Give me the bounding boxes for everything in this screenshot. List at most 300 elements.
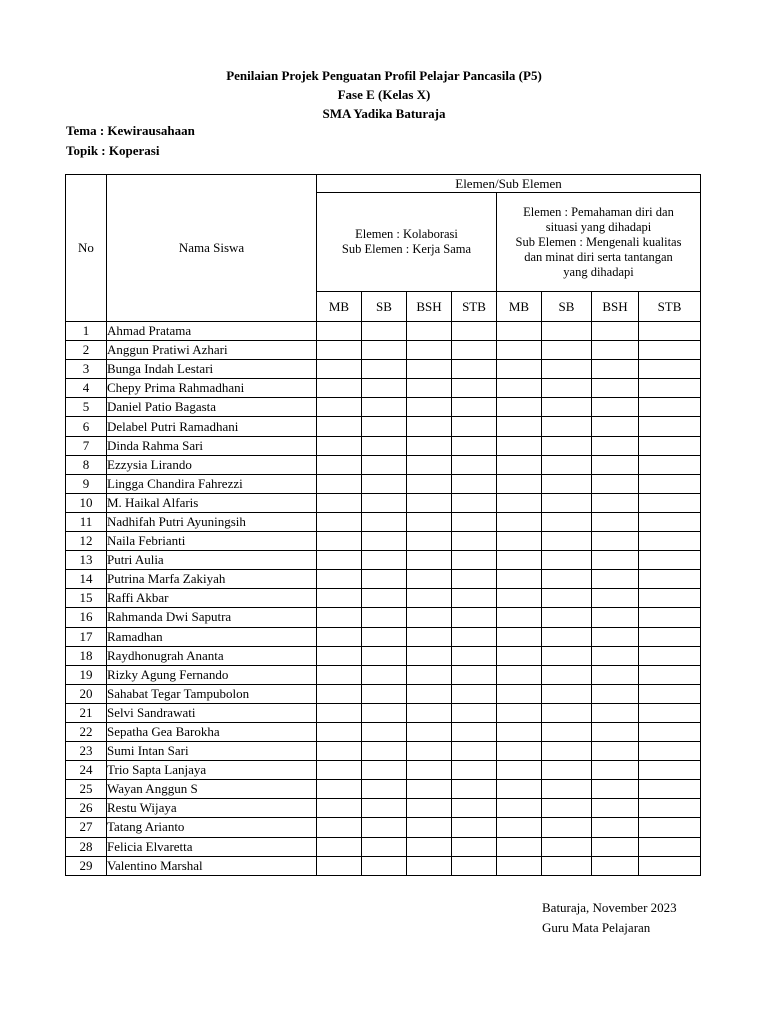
score-cell (497, 474, 542, 493)
row-number: 19 (66, 665, 107, 684)
row-number: 7 (66, 436, 107, 455)
score-cell (497, 551, 542, 570)
element-kolaborasi-header (317, 193, 497, 292)
score-cell (497, 398, 542, 417)
score-cell (542, 703, 592, 722)
score-cell (407, 512, 452, 531)
score-cell (362, 627, 407, 646)
score-cell (407, 341, 452, 360)
score-cell (542, 608, 592, 627)
table-row (66, 379, 701, 398)
row-number: 20 (66, 684, 107, 703)
score-cell (639, 703, 701, 722)
score-cell (592, 818, 639, 837)
col-name-header: Nama Siswa (107, 175, 317, 322)
row-number: 24 (66, 761, 107, 780)
level-header: STB (452, 292, 497, 322)
student-name: Chepy Prima Rahmadhani (107, 379, 317, 398)
score-cell (542, 360, 592, 379)
table-row (66, 512, 701, 531)
score-cell (362, 474, 407, 493)
score-cell (592, 837, 639, 856)
score-cell (592, 360, 639, 379)
score-cell (497, 532, 542, 551)
score-cell (497, 493, 542, 512)
score-cell (317, 341, 362, 360)
score-cell (317, 589, 362, 608)
score-cell (407, 455, 452, 474)
score-cell (317, 665, 362, 684)
score-cell (497, 742, 542, 761)
score-cell (317, 398, 362, 417)
score-cell (497, 684, 542, 703)
score-cell (639, 761, 701, 780)
student-name: Sahabat Tegar Tampubolon (107, 684, 317, 703)
score-cell (542, 799, 592, 818)
score-cell (639, 799, 701, 818)
table-row (66, 551, 701, 570)
group2-line5: yang dihadapi (563, 264, 634, 279)
score-cell (407, 379, 452, 398)
signature-role: Guru Mata Pelajaran (542, 920, 651, 935)
table-row (66, 684, 701, 703)
score-cell (639, 493, 701, 512)
score-cell (452, 646, 497, 665)
score-cell (639, 455, 701, 474)
score-cell (362, 341, 407, 360)
score-cell (542, 761, 592, 780)
score-cell (317, 799, 362, 818)
score-cell (639, 627, 701, 646)
row-number: 22 (66, 722, 107, 741)
score-cell (407, 417, 452, 436)
score-cell (407, 474, 452, 493)
score-cell (362, 665, 407, 684)
score-cell (592, 856, 639, 875)
col-no-header: No (66, 175, 107, 322)
score-cell (452, 532, 497, 551)
score-cell (542, 398, 592, 417)
table-row (66, 665, 701, 684)
score-cell (639, 398, 701, 417)
score-cell (362, 608, 407, 627)
table-row (66, 799, 701, 818)
row-number: 17 (66, 627, 107, 646)
row-number: 9 (66, 474, 107, 493)
row-number: 11 (66, 512, 107, 531)
score-cell (592, 722, 639, 741)
student-name: Felicia Elvaretta (107, 837, 317, 856)
score-cell (592, 532, 639, 551)
score-cell (317, 627, 362, 646)
score-cell (497, 837, 542, 856)
row-number: 8 (66, 455, 107, 474)
score-cell (592, 608, 639, 627)
row-number: 12 (66, 532, 107, 551)
score-cell (592, 512, 639, 531)
table-row (66, 436, 701, 455)
score-cell (639, 512, 701, 531)
score-cell (542, 322, 592, 341)
score-cell (497, 646, 542, 665)
score-cell (317, 761, 362, 780)
score-cell (542, 665, 592, 684)
score-cell (497, 360, 542, 379)
student-name: Putri Aulia (107, 551, 317, 570)
student-name: Nadhifah Putri Ayuningsih (107, 512, 317, 531)
score-cell (497, 322, 542, 341)
student-name: Valentino Marshal (107, 856, 317, 875)
row-number: 28 (66, 837, 107, 856)
score-cell (542, 455, 592, 474)
score-cell (592, 436, 639, 455)
score-cell (362, 360, 407, 379)
score-cell (497, 761, 542, 780)
score-cell (317, 493, 362, 512)
score-cell (639, 722, 701, 741)
score-cell (317, 436, 362, 455)
score-cell (317, 360, 362, 379)
score-cell (639, 436, 701, 455)
table-row (66, 742, 701, 761)
table-row (66, 398, 701, 417)
score-cell (452, 856, 497, 875)
score-cell (542, 684, 592, 703)
score-cell (639, 684, 701, 703)
score-cell (592, 341, 639, 360)
score-cell (407, 646, 452, 665)
score-cell (452, 379, 497, 398)
score-cell (407, 322, 452, 341)
score-cell (317, 379, 362, 398)
student-name: Anggun Pratiwi Azhari (107, 341, 317, 360)
row-number: 18 (66, 646, 107, 665)
score-cell (362, 532, 407, 551)
score-cell (362, 646, 407, 665)
score-cell (497, 436, 542, 455)
score-cell (497, 379, 542, 398)
level-header: SB (362, 292, 407, 322)
student-name: Rahmanda Dwi Saputra (107, 608, 317, 627)
score-cell (407, 684, 452, 703)
score-cell (452, 722, 497, 741)
score-cell (407, 818, 452, 837)
student-name: Bunga Indah Lestari (107, 360, 317, 379)
table-row (66, 818, 701, 837)
score-cell (452, 322, 497, 341)
score-cell (452, 627, 497, 646)
element-pemahaman-header (497, 193, 701, 292)
table-head (66, 175, 701, 322)
score-cell (317, 742, 362, 761)
title-line-1: Penilaian Projek Penguatan Profil Pelajar Pancasila (P5) (226, 68, 542, 83)
score-cell (497, 799, 542, 818)
score-cell (542, 341, 592, 360)
score-cell (497, 703, 542, 722)
score-cell (497, 780, 542, 799)
score-cell (592, 589, 639, 608)
score-cell (317, 703, 362, 722)
table-row (66, 703, 701, 722)
score-cell (639, 589, 701, 608)
score-cell (362, 589, 407, 608)
score-cell (542, 512, 592, 531)
student-name: Naila Febrianti (107, 532, 317, 551)
score-cell (592, 570, 639, 589)
score-cell (592, 398, 639, 417)
score-cell (317, 837, 362, 856)
score-cell (317, 646, 362, 665)
table-row (66, 627, 701, 646)
score-cell (639, 742, 701, 761)
student-name: Dinda Rahma Sari (107, 436, 317, 455)
score-cell (639, 646, 701, 665)
score-cell (362, 761, 407, 780)
score-cell (452, 684, 497, 703)
score-cell (542, 379, 592, 398)
score-cell (362, 742, 407, 761)
score-cell (639, 837, 701, 856)
score-cell (542, 493, 592, 512)
score-cell (592, 417, 639, 436)
score-cell (452, 761, 497, 780)
score-cell (317, 684, 362, 703)
score-cell (452, 818, 497, 837)
score-cell (542, 742, 592, 761)
student-name: Ramadhan (107, 627, 317, 646)
score-cell (497, 665, 542, 684)
score-cell (317, 722, 362, 741)
score-cell (639, 551, 701, 570)
score-cell (592, 780, 639, 799)
table-row (66, 474, 701, 493)
score-cell (407, 703, 452, 722)
score-cell (317, 856, 362, 875)
score-cell (542, 532, 592, 551)
level-header: BSH (592, 292, 639, 322)
score-cell (592, 627, 639, 646)
score-cell (362, 512, 407, 531)
tema-label: Tema : Kewirausahaan (66, 123, 195, 138)
row-number: 14 (66, 570, 107, 589)
score-cell (317, 417, 362, 436)
score-cell (317, 551, 362, 570)
table-row (66, 341, 701, 360)
score-cell (362, 856, 407, 875)
group2-line2: situasi yang dihadapi (545, 219, 652, 234)
score-cell (452, 360, 497, 379)
group2-line1: Elemen : Pemahaman diri dan (523, 204, 674, 219)
student-name: Putrina Marfa Zakiyah (107, 570, 317, 589)
table-row (66, 722, 701, 741)
row-number: 13 (66, 551, 107, 570)
score-cell (542, 818, 592, 837)
score-cell (452, 436, 497, 455)
table-row (66, 493, 701, 512)
row-number: 6 (66, 417, 107, 436)
student-name: Lingga Chandira Fahrezzi (107, 474, 317, 493)
row-number: 21 (66, 703, 107, 722)
score-cell (407, 742, 452, 761)
student-name: Selvi Sandrawati (107, 703, 317, 722)
group1-line2: Sub Elemen : Kerja Sama (341, 242, 472, 256)
level-header: BSH (407, 292, 452, 322)
document-meta (66, 121, 195, 161)
score-cell (592, 684, 639, 703)
score-cell (362, 322, 407, 341)
score-cell (452, 780, 497, 799)
student-name: Raffi Akbar (107, 589, 317, 608)
score-cell (362, 684, 407, 703)
score-cell (542, 722, 592, 741)
score-cell (407, 761, 452, 780)
table-row (66, 455, 701, 474)
score-cell (542, 436, 592, 455)
score-cell (639, 856, 701, 875)
row-number: 15 (66, 589, 107, 608)
score-cell (317, 512, 362, 531)
score-cell (362, 818, 407, 837)
score-cell (317, 532, 362, 551)
score-cell (452, 742, 497, 761)
score-cell (362, 379, 407, 398)
score-cell (452, 455, 497, 474)
table-row (66, 780, 701, 799)
score-cell (362, 703, 407, 722)
row-number: 4 (66, 379, 107, 398)
row-number: 25 (66, 780, 107, 799)
place-date: Baturaja, November 2023 (542, 900, 677, 915)
table-row (66, 570, 701, 589)
student-name: Delabel Putri Ramadhani (107, 417, 317, 436)
score-cell (497, 417, 542, 436)
table-row (66, 532, 701, 551)
score-cell (497, 589, 542, 608)
score-cell (317, 780, 362, 799)
score-cell (542, 417, 592, 436)
student-name: Sepatha Gea Barokha (107, 722, 317, 741)
score-cell (407, 570, 452, 589)
score-cell (452, 512, 497, 531)
score-cell (407, 493, 452, 512)
student-name: Ezzysia Lirando (107, 455, 317, 474)
group2-line4: dan minat diri serta tantangan (524, 249, 673, 264)
score-cell (592, 742, 639, 761)
assessment-table (65, 174, 701, 876)
score-cell (362, 837, 407, 856)
score-cell (362, 417, 407, 436)
student-name: Daniel Patio Bagasta (107, 398, 317, 417)
student-name: Trio Sapta Lanjaya (107, 761, 317, 780)
table-row (66, 761, 701, 780)
score-cell (362, 570, 407, 589)
score-cell (407, 398, 452, 417)
student-name: Restu Wijaya (107, 799, 317, 818)
score-cell (592, 474, 639, 493)
score-cell (542, 646, 592, 665)
score-cell (407, 722, 452, 741)
table-row (66, 608, 701, 627)
student-name: Sumi Intan Sari (107, 742, 317, 761)
score-cell (452, 417, 497, 436)
score-cell (407, 608, 452, 627)
score-cell (639, 341, 701, 360)
score-cell (592, 551, 639, 570)
score-cell (407, 837, 452, 856)
score-cell (497, 818, 542, 837)
score-cell (407, 665, 452, 684)
score-cell (639, 780, 701, 799)
score-cell (639, 322, 701, 341)
score-cell (317, 474, 362, 493)
row-number: 5 (66, 398, 107, 417)
student-name: Wayan Anggun S (107, 780, 317, 799)
score-cell (452, 341, 497, 360)
score-cell (407, 589, 452, 608)
score-cell (407, 532, 452, 551)
score-cell (317, 818, 362, 837)
document-header (0, 66, 768, 123)
score-cell (452, 608, 497, 627)
score-cell (452, 493, 497, 512)
score-cell (317, 608, 362, 627)
score-cell (452, 703, 497, 722)
row-number: 16 (66, 608, 107, 627)
score-cell (452, 837, 497, 856)
score-cell (639, 608, 701, 627)
score-cell (639, 570, 701, 589)
group2-line3: Sub Elemen : Mengenali kualitas (515, 234, 682, 249)
level-header: MB (317, 292, 362, 322)
score-cell (639, 818, 701, 837)
score-cell (542, 474, 592, 493)
level-header: SB (542, 292, 592, 322)
score-cell (639, 379, 701, 398)
table-row (66, 837, 701, 856)
score-cell (407, 627, 452, 646)
score-cell (497, 455, 542, 474)
score-cell (592, 493, 639, 512)
score-cell (497, 722, 542, 741)
title-line-3: SMA Yadika Baturaja (322, 106, 446, 121)
score-cell (362, 551, 407, 570)
score-cell (592, 761, 639, 780)
student-name: Rizky Agung Fernando (107, 665, 317, 684)
score-cell (317, 455, 362, 474)
title-line-2: Fase E (Kelas X) (337, 87, 431, 102)
score-cell (592, 646, 639, 665)
score-cell (407, 780, 452, 799)
score-cell (407, 360, 452, 379)
table-row (66, 589, 701, 608)
score-cell (362, 455, 407, 474)
score-cell (362, 722, 407, 741)
score-cell (542, 837, 592, 856)
score-cell (362, 780, 407, 799)
score-cell (407, 551, 452, 570)
student-name: Tatang Arianto (107, 818, 317, 837)
score-cell (407, 856, 452, 875)
score-cell (592, 322, 639, 341)
score-cell (362, 493, 407, 512)
student-name: Raydhonugrah Ananta (107, 646, 317, 665)
score-cell (639, 665, 701, 684)
score-cell (452, 589, 497, 608)
row-number: 2 (66, 341, 107, 360)
student-name: Ahmad Pratama (107, 322, 317, 341)
level-header: MB (497, 292, 542, 322)
row-number: 1 (66, 322, 107, 341)
